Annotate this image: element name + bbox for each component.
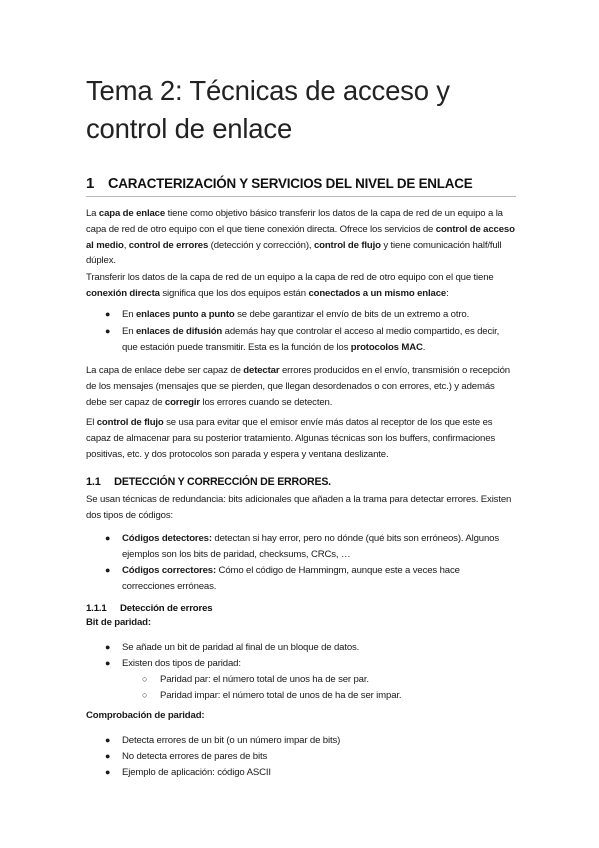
text: En [122,309,136,320]
text: tiene como objetivo básico transferir los datos de la capa de red de un equipo a la capa de red de otro equipo con el que tiene conexión directa. Ofrece los servicios de [86,208,503,235]
text: además hay que controlar el acceso al medio compartido, es decir, que estación puede transmitir. Esta es la función de los [122,326,500,353]
bullet-dot-icon: ● [105,658,111,668]
list-item-text [122,307,512,323]
text: Cómo el código de Hammingm, aunque este a veces hace correcciones erróneas. [122,565,460,592]
bold-text: enlaces punto a punto [135,309,235,320]
text: los errores cuando se detecten. [199,396,333,408]
bullet-dot-icon: ● [105,326,111,336]
bullet-dot-icon: ● [105,735,111,745]
bullet-dot-icon: ● [105,751,111,761]
text: detectan si hay error, pero no dónde (qué bits son erróneos). Algunos ejemplos son los bits de paridad, checksums, CRCs, … [122,533,499,560]
paragraph-control-flujo [86,415,516,462]
bold-text: protocolos MAC [350,341,423,353]
text: La capa de enlace debe ser capaz de [86,365,244,376]
label-comprobacion-paridad: Comprobación de paridad: [86,710,205,721]
bold-text: conexión directa [86,287,160,299]
section-heading-1-1-1 [86,603,516,614]
sub-list-item [86,672,516,688]
bullet-circle-icon: ○ [142,674,148,684]
bold-text: Códigos detectores: [122,533,212,544]
paragraph-conexion-directa [86,270,516,302]
text: El [86,417,97,428]
bold-text: corregir [164,396,200,408]
text: La [86,208,99,219]
sub-list-item-text: Paridad par: el número total de unos ha de ser par. [160,674,369,685]
text: se usa para evitar que el emisor envíe más datos al receptor de los que este es capaz de almacenar para su posterior tratamiento. Algunas técnicas son los buffers, confirmaciones positivas, etc. y dos protocolos son parada y espera y ventana deslizante. [86,417,496,460]
text: : [446,287,449,299]
bullet-dot-icon: ● [105,767,111,777]
bullet-circle-icon: ○ [142,690,148,700]
bold-text: conectados a un mismo enlace [308,287,447,299]
section-title: Detección de errores [120,603,213,614]
section-heading-1 [86,175,516,197]
text: errores producidos en el envío, transmisión o recepción de los mensajes (mensajes que se pierden, que llegan desordenados o con errores, etc.) y además debe ser capaz de [86,365,510,408]
label-bit-paridad: Bit de paridad: [86,617,151,628]
text: En [122,326,136,337]
list-item [86,563,516,595]
bold-text: control de flujo [96,417,164,428]
list-item-text [122,324,512,356]
bold-text: control de acceso al medio [86,223,515,251]
list-item-text [122,563,512,595]
list-item [86,307,516,323]
section-number: 1 [86,175,95,192]
bold-text: enlaces de difusión [135,326,223,337]
section-title-rest: ETECCIÓN Y CORRECCIÓN DE ERRORES. [121,476,331,488]
text: significa que los dos equipos están [159,287,309,299]
text: y tiene comunicación half/full dúplex. [86,239,502,267]
section-title-rest: ARACTERIZACIÓN Y SERVICIOS DEL NIVEL DE ENLACE [118,176,473,191]
list-item [86,531,516,563]
document-title: Tema 2: Técnicas de acceso y control de enlace [86,75,450,144]
paragraph-capa-enlace [86,206,516,269]
bold-text: detectar [243,365,280,376]
bold-text: capa de enlace [98,208,166,219]
bullet-dot-icon: ● [105,533,111,543]
section-number: 1.1.1 [86,603,107,614]
text: (detección y corrección), [208,239,314,251]
section-title-initial: C [108,176,119,192]
section-heading-1-1 [86,476,516,488]
list-item [86,656,516,672]
list-item-text: Existen dos tipos de paridad: [122,658,241,669]
text: . [422,341,426,353]
list-item [86,749,516,765]
section-number: 1.1 [86,476,101,488]
bold-text: control de flujo [313,239,381,251]
bold-text: control de errores [128,239,209,251]
list-item [86,765,516,781]
bullet-dot-icon: ● [105,565,111,575]
list-item-text: Detecta errores de un bit (o un número impar de bits) [122,735,341,746]
paragraph-detectar-corregir [86,363,516,410]
bold-text: Códigos correctores: [122,565,217,576]
sub-list-item [86,688,516,704]
sub-list-item-text: Paridad impar: el número total de unos de ha de ser impar. [160,690,402,701]
text: , [123,239,129,251]
text: se debe garantizar el envío de bits de un extremo a otro. [234,309,470,320]
list-item [86,324,516,356]
paragraph-redundancia: Se usan técnicas de redundancia: bits adicionales que añaden a la trama para detectar errores. Existen dos tipos de códigos: [86,494,512,521]
bullet-dot-icon: ● [105,642,111,652]
list-item [86,640,516,656]
text: Transferir los datos de la capa de red de un equipo a la capa de red de otro equipo con el que tiene [86,272,494,283]
list-item-text: Ejemplo de aplicación: código ASCII [122,767,271,778]
list-item-text: No detecta errores de pares de bits [122,751,268,762]
bullet-dot-icon: ● [105,309,111,319]
list-item [86,733,516,749]
list-item-text: Se añade un bit de paridad al final de un bloque de datos. [122,642,360,653]
section-title-initial: D [114,476,122,488]
list-item-text [122,531,512,563]
